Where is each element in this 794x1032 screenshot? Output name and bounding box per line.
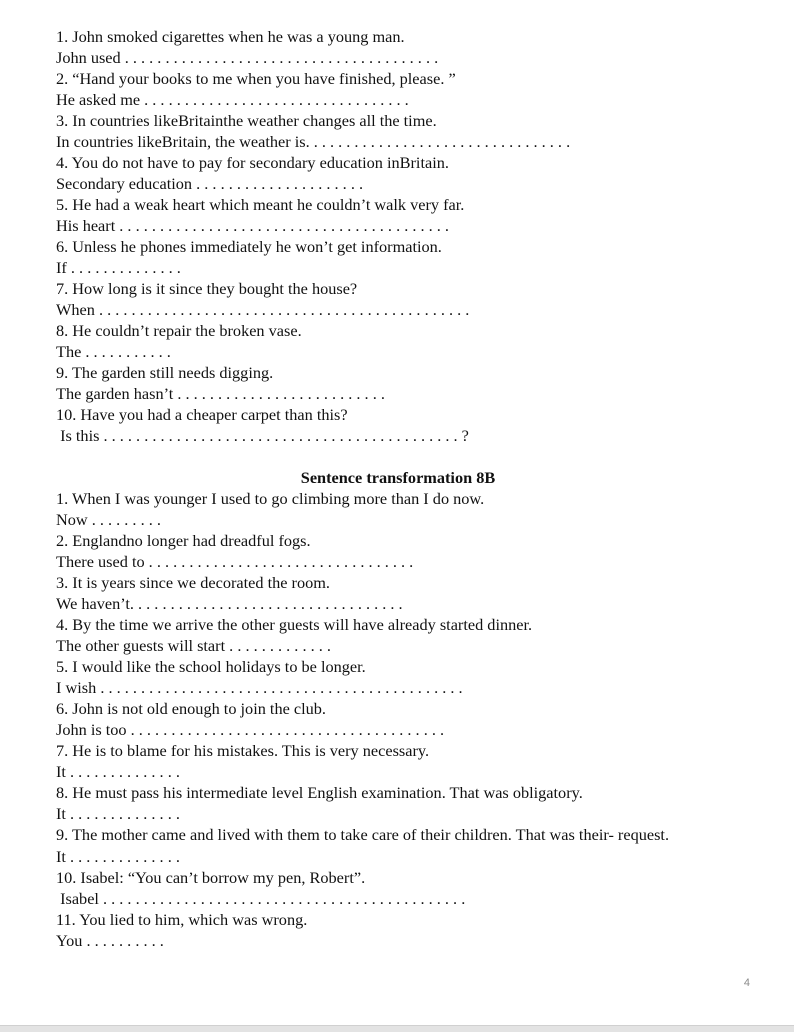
answer-line: Is this . . . . . . . . . . . . . . . . . . . . . . . . . . . . . . . . . . . . . . . . . . . . ? bbox=[56, 426, 469, 445]
exercise-line: 7. How long is it since they bought the house? bbox=[56, 279, 358, 298]
answer-line: The other guests will start . . . . . . . . . . . . . bbox=[56, 636, 331, 655]
answer-line: Isabel . . . . . . . . . . . . . . . . . . . . . . . . . . . . . . . . . . . . . . . . . . . . . bbox=[56, 889, 466, 908]
exercise-line: 4. By the time we arrive the other guests will have already started dinner. bbox=[56, 615, 533, 634]
exercise-line: 1. John smoked cigarettes when he was a young man. bbox=[56, 27, 405, 46]
answer-line: John is too . . . . . . . . . . . . . . . . . . . . . . . . . . . . . . . . . . . . . . . bbox=[56, 720, 445, 739]
exercise-line: 6. Unless he phones immediately he won’t get information. bbox=[56, 237, 442, 256]
exercise-section-b bbox=[56, 488, 756, 951]
answer-line: It . . . . . . . . . . . . . . bbox=[56, 762, 180, 781]
section-heading: Sentence transformation 8B bbox=[300, 468, 496, 487]
exercise-line: 6. John is not old enough to join the club. bbox=[56, 699, 326, 718]
exercise-line: 3. In countries likeBritainthe weather changes all the time. bbox=[56, 111, 437, 130]
exercise-line: 5. He had a weak heart which meant he couldn’t walk very far. bbox=[56, 195, 465, 214]
answer-line: He asked me . . . . . . . . . . . . . . . . . . . . . . . . . . . . . . . . . bbox=[56, 90, 409, 109]
exercise-line: 10. Isabel: “You can’t borrow my pen, Robert”. bbox=[56, 868, 366, 887]
exercise-line: 7. He is to blame for his mistakes. This is very necessary. bbox=[56, 741, 430, 760]
answer-line: Secondary education . . . . . . . . . . . . . . . . . . . . . bbox=[56, 174, 364, 193]
exercise-section-a bbox=[56, 26, 756, 446]
answer-line: We haven’t. . . . . . . . . . . . . . . . . . . . . . . . . . . . . . . . . . bbox=[56, 594, 403, 613]
page-number: 4 bbox=[743, 977, 750, 989]
exercise-line: 9. The garden still needs digging. bbox=[56, 363, 274, 382]
answer-line: In countries likeBritain, the weather is. . . . . . . . . . . . . . . . . . . . . . . . . . . . . . . . . bbox=[56, 132, 571, 151]
answer-line: Now . . . . . . . . . bbox=[56, 510, 161, 529]
answer-line: I wish . . . . . . . . . . . . . . . . . . . . . . . . . . . . . . . . . . . . . . . . . . . . . bbox=[56, 678, 463, 697]
exercise-line: 2. “Hand your books to me when you have finished, please. ” bbox=[56, 69, 456, 88]
answer-line: The garden hasn’t . . . . . . . . . . . . . . . . . . . . . . . . . . bbox=[56, 384, 385, 403]
answer-line: When . . . . . . . . . . . . . . . . . . . . . . . . . . . . . . . . . . . . . . . . . . . . . . bbox=[56, 300, 470, 319]
exercise-line: 11. You lied to him, which was wrong. bbox=[56, 910, 308, 929]
answer-line: John used . . . . . . . . . . . . . . . . . . . . . . . . . . . . . . . . . . . . . . . bbox=[56, 48, 439, 67]
exercise-line: 3. It is years since we decorated the room. bbox=[56, 573, 330, 592]
exercise-line: 10. Have you had a cheaper carpet than this? bbox=[56, 405, 348, 424]
exercise-line: 2. Englandno longer had dreadful fogs. bbox=[56, 531, 311, 550]
answer-line: There used to . . . . . . . . . . . . . . . . . . . . . . . . . . . . . . . . . bbox=[56, 552, 414, 571]
answer-line: It . . . . . . . . . . . . . . bbox=[56, 847, 180, 866]
exercise-line: 9. The mother came and lived with them to take care of their children. That was their- request. bbox=[56, 825, 670, 844]
exercise-line: 8. He couldn’t repair the broken vase. bbox=[56, 321, 302, 340]
answer-line: His heart . . . . . . . . . . . . . . . . . . . . . . . . . . . . . . . . . . . . . . . . . bbox=[56, 216, 449, 235]
exercise-line: 8. He must pass his intermediate level English examination. That was obligatory. bbox=[56, 783, 583, 802]
answer-line: You . . . . . . . . . . bbox=[56, 931, 164, 950]
exercise-line: 1. When I was younger I used to go climbing more than I do now. bbox=[56, 489, 485, 508]
answer-line: The . . . . . . . . . . . bbox=[56, 342, 171, 361]
document-page bbox=[56, 26, 756, 951]
viewer-bottom-edge bbox=[0, 1025, 794, 1032]
exercise-line: 4. You do not have to pay for secondary education inBritain. bbox=[56, 153, 449, 172]
exercise-line: 5. I would like the school holidays to be longer. bbox=[56, 657, 366, 676]
answer-line: If . . . . . . . . . . . . . . bbox=[56, 258, 181, 277]
section-spacer bbox=[56, 446, 756, 467]
answer-line: It . . . . . . . . . . . . . . bbox=[56, 804, 180, 823]
